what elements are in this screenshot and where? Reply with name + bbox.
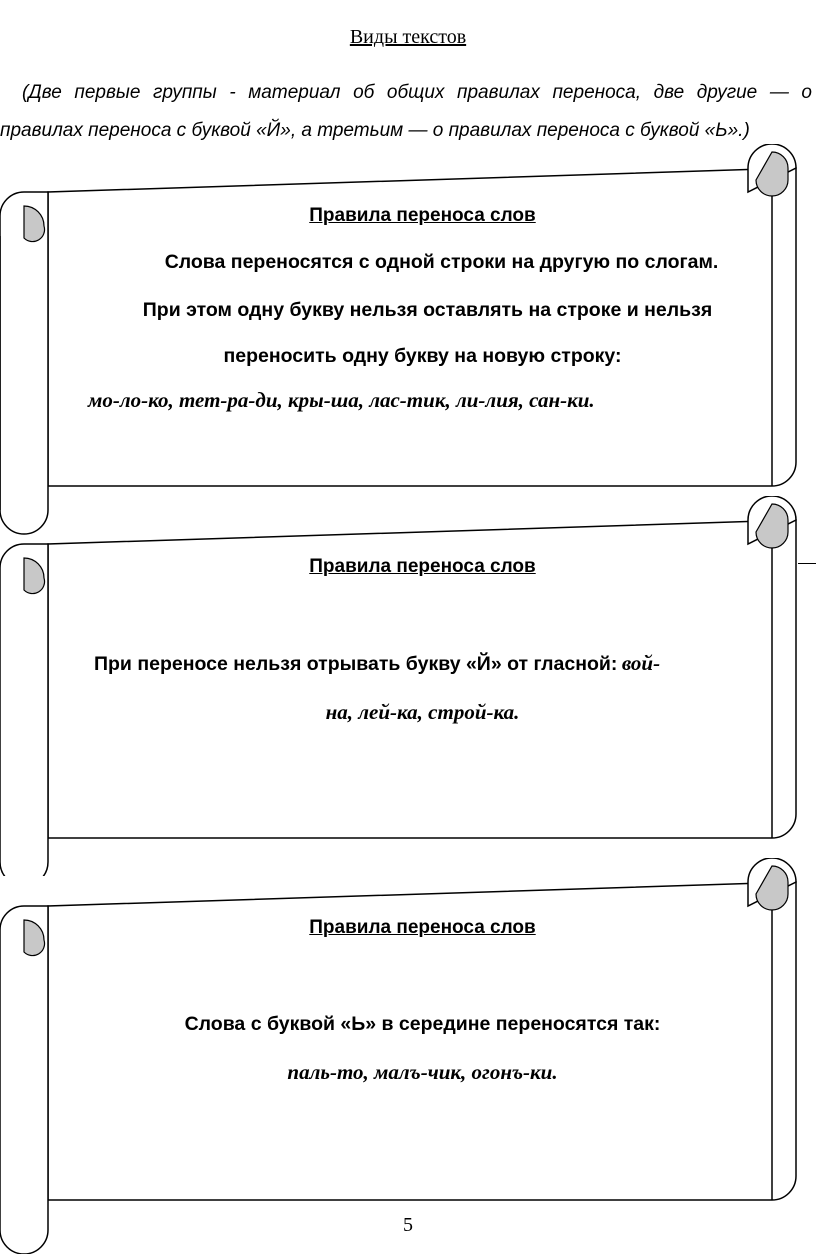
card-3 [50, 913, 795, 1087]
page-number: 5 [403, 1214, 413, 1236]
intro-paragraph [0, 76, 812, 152]
margin-line [798, 563, 816, 564]
card-1-line-2: При этом одну букву нельзя оставлять на строке и нельзя [142, 299, 713, 321]
card-1-examples: мо-ло-ко, тет-ра-ди, кры-ша, лас-тик, ли-лия, сан-ки. [88, 388, 595, 412]
card-1-heading: Правила переноса слов [309, 205, 536, 226]
card-3-examples: паль-то, малъ-чик, огонъ-ки. [287, 1060, 558, 1084]
card-2 [50, 552, 795, 727]
card-2-rule: При переносе нельзя отрывать букву «Й» от гласной: [94, 653, 618, 675]
card-1 [50, 201, 795, 415]
card-1-line-1: Слова переносятся с одной строки на другую по слогам. [164, 251, 719, 273]
intro-line-2: правилах переноса с буквой «Й», а третьим — о правилах переноса с буквой «Ь».) [0, 120, 750, 141]
card-2-heading: Правила переноса слов [309, 556, 536, 577]
page-title: Виды текстов [349, 26, 467, 48]
card-1-line-3: переносить одну букву на новую строку: [223, 345, 622, 367]
card-2-examples-start: вой- [621, 651, 661, 675]
card-2-examples: на, лей-ка, строй-ка. [325, 700, 520, 724]
card-3-rule: Слова с буквой «Ь» в середине переносятся так: [184, 1013, 661, 1035]
intro-line-1: (Две первые группы - материал об общих правилах переноса, две другие — о [22, 82, 812, 103]
card-2-rule-line [50, 648, 795, 681]
card-3-heading: Правила переноса слов [309, 917, 536, 938]
